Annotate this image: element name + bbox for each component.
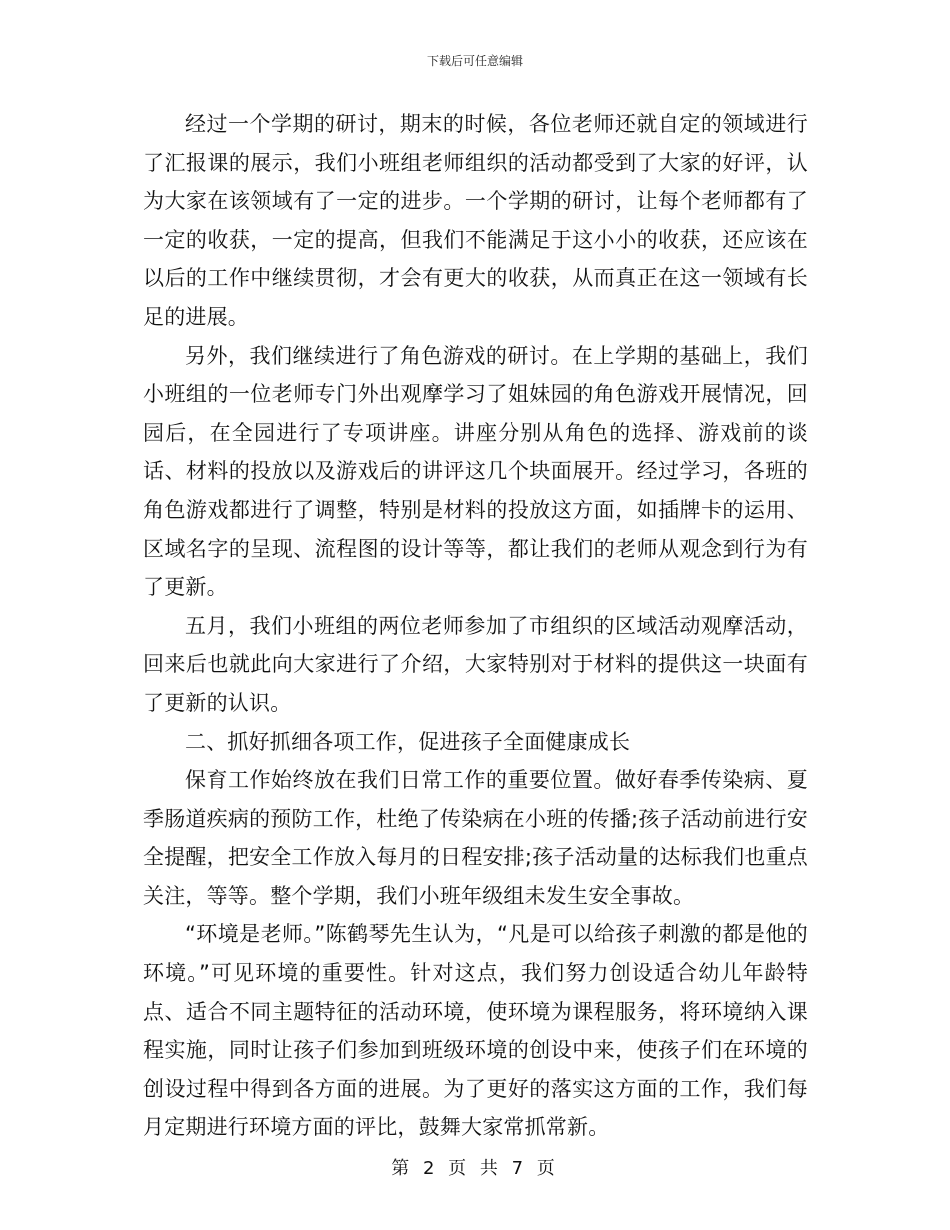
document-body: [143, 105, 808, 1147]
paragraph-role-play: 另外，我们继续进行了角色游戏的研讨。在上学期的基础上，我们小班组的一位老师专门外出观摩学习了姐妹园的角色游戏开展情况，回园后，在全园进行了专项讲座。讲座分别从角色的选择、游戏前的谈话、材料的投放以及游戏后的讲评这几个块面展开。经过学习，各班的角色游戏都进行了调整，特别是材料的投放这方面，如插牌卡的运用、区域名字的呈现、流程图的设计等等，都让我们的老师从观念到行为有了更新。: [143, 343, 808, 600]
paragraph-may-observation: 五月，我们小班组的两位老师参加了市组织的区域活动观摩活动，回来后也就此向大家进行了介绍，大家特别对于材料的提供这一块面有了更新的认识。: [143, 613, 808, 715]
page-number-footer: 第 2 页 共 7 页: [391, 1158, 559, 1179]
page-header-note: 下载后可任意编辑: [426, 54, 523, 68]
paragraph-care-work: 保育工作始终放在我们日常工作的重要位置。做好春季传染病、夏季肠道疾病的预防工作，杜绝了传染病在小班的传播;孩子活动前进行安全提醒，把安全工作放入每月的日程安排;孩子活动量的达标我们也重点关注，等等。整个学期，我们小班年级组未发生安全事故。: [143, 768, 808, 908]
paragraph-environment: “环境是老师。”陈鹤琴先生认为，“凡是可以给孩子刺激的都是他的环境。”可见环境的重要性。针对这点，我们努力创设适合幼儿年龄特点、适合不同主题特征的活动环境，使环境为课程服务，将环境纳入课程实施，同时让孩子们参加到班级环境的创设中来，使孩子们在环境的创设过程中得到各方面的进展。为了更好的落实这方面的工作，我们每月定期进行环境方面的评比，鼓舞大家常抓常新。: [143, 922, 808, 1140]
paragraph-review-summary: 经过一个学期的研讨，期末的时候，各位老师还就自定的领域进行了汇报课的展示，我们小班组老师组织的活动都受到了大家的好评，认为大家在该领域有了一定的进步。一个学期的研讨，让每个老师都有了一定的收获，一定的提高，但我们不能满足于这小小的收获，还应该在以后的工作中继续贯彻，才会有更大的收获，从而真正在这一领域有长足的进展。: [143, 112, 808, 329]
section-heading-2: 二、抓好抓细各项工作，促进孩子全面健康成长: [185, 729, 631, 754]
